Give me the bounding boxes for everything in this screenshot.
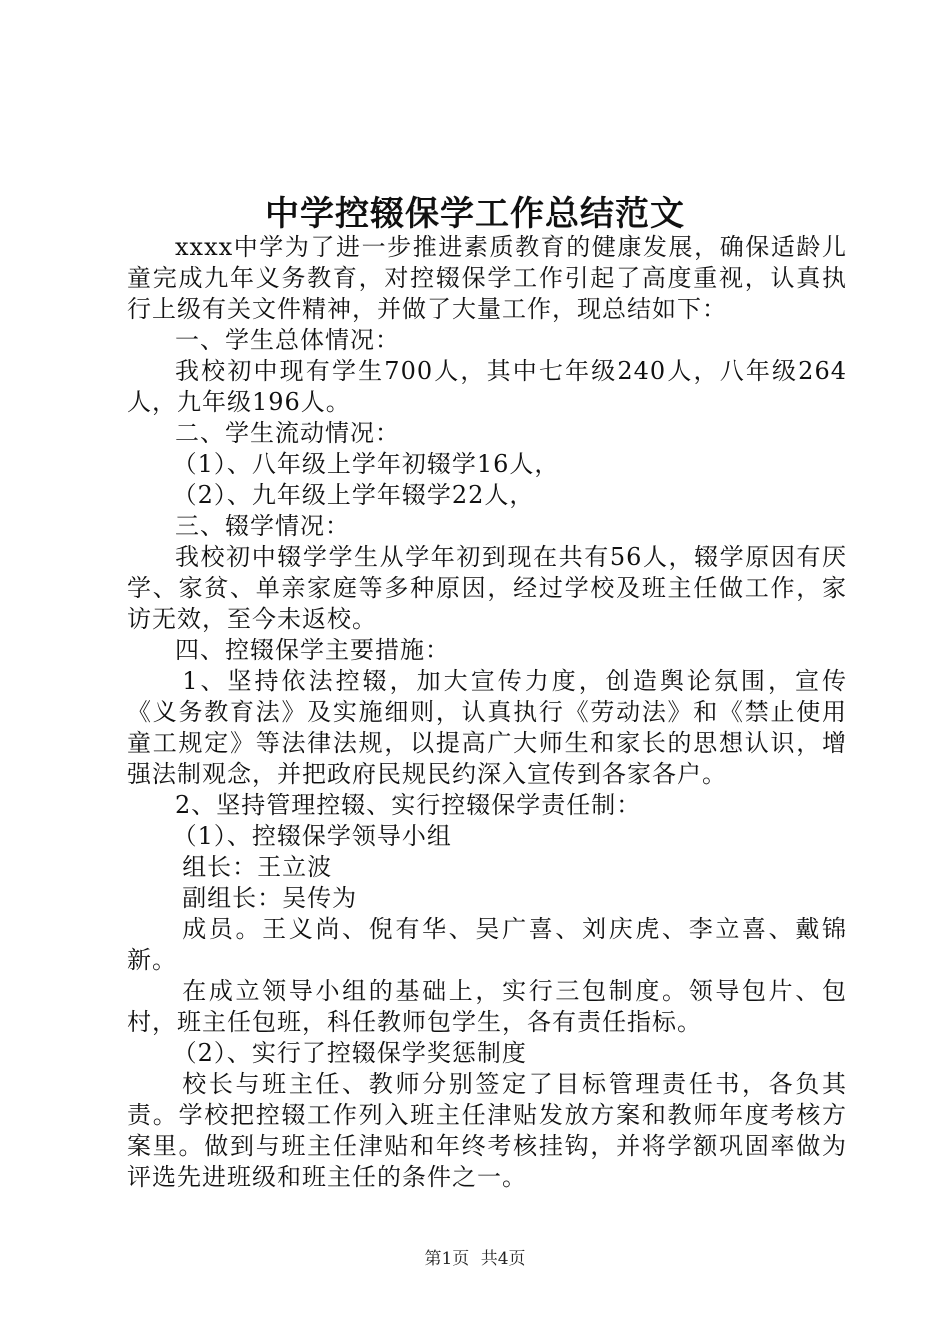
document-body bbox=[127, 232, 847, 1193]
section-heading-2: 二、学生流动情况： bbox=[175, 419, 400, 447]
document-title: 中学控辍保学工作总结范文 bbox=[265, 194, 685, 234]
paragraph-student-count: 我校初中现有学生700人，其中七年级240人，八年级264人，九年级196人。 bbox=[127, 357, 847, 416]
section-heading-3: 三、辍学情况： bbox=[175, 512, 350, 540]
list-item-reward-system: （2）、实行了控辍保学奖惩制度 bbox=[172, 1039, 527, 1067]
list-item-grade9: （2）、九年级上学年辍学22人， bbox=[172, 481, 535, 509]
paragraph-responsibility: 校长与班主任、教师分别签定了目标管理责任书，各负其责。学校把控辍工作列入班主任津贴发放方案和教师年度考核方案里。做到与班主任津贴和年终考核挂钩，并将学额巩固率做为评选先进班级和班主任的条件之一。 bbox=[127, 1070, 847, 1191]
section-heading-1: 一、学生总体情况： bbox=[175, 326, 400, 354]
paragraph-measure-2: 2、坚持管理控辍、实行控辍保学责任制： bbox=[175, 791, 642, 819]
paragraph-measure-1: 1、坚持依法控辍，加大宣传力度，创造舆论氛围，宣传《义务教育法》及实施细则，认真执行《劳动法》和《禁止使用童工规定》等法律法规，以提高广大师生和家长的思想认识，增强法制观念，并把政府民规民约深入宣传到各家各户。 bbox=[127, 667, 847, 788]
paragraph-leader: 组长：王立波 bbox=[182, 853, 333, 881]
paragraph-three-packages: 在成立领导小组的基础上，实行三包制度。领导包片、包村，班主任包班，科任教师包学生，各有责任指标。 bbox=[127, 977, 847, 1036]
page-footer bbox=[0, 1244, 950, 1269]
paragraph-dropout: 我校初中辍学学生从学年初到现在共有56人，辍学原因有厌学、家贫、单亲家庭等多种原因，经过学校及班主任做工作，家访无效，至今未返校。 bbox=[127, 543, 847, 633]
paragraph-deputy-leader: 副组长：吴传为 bbox=[182, 884, 358, 912]
paragraph-intro: xxxx中学为了进一步推进素质教育的健康发展，确保适龄儿童完成九年义务教育，对控辍保学工作引起了高度重视，认真执行上级有关文件精神，并做了大量工作，现总结如下： bbox=[127, 233, 847, 323]
page-number: 第1页 bbox=[424, 1249, 470, 1269]
paragraph-members: 成员。王义尚、倪有华、吴广喜、刘庆虎、李立喜、戴锦新。 bbox=[127, 915, 847, 974]
list-item-leadership-group: （1）、控辍保学领导小组 bbox=[172, 822, 452, 850]
list-item-grade8: （1）、八年级上学年初辍学16人， bbox=[172, 450, 560, 478]
section-heading-4: 四、控辍保学主要措施： bbox=[175, 636, 450, 664]
page-total: 共4页 bbox=[480, 1249, 526, 1269]
